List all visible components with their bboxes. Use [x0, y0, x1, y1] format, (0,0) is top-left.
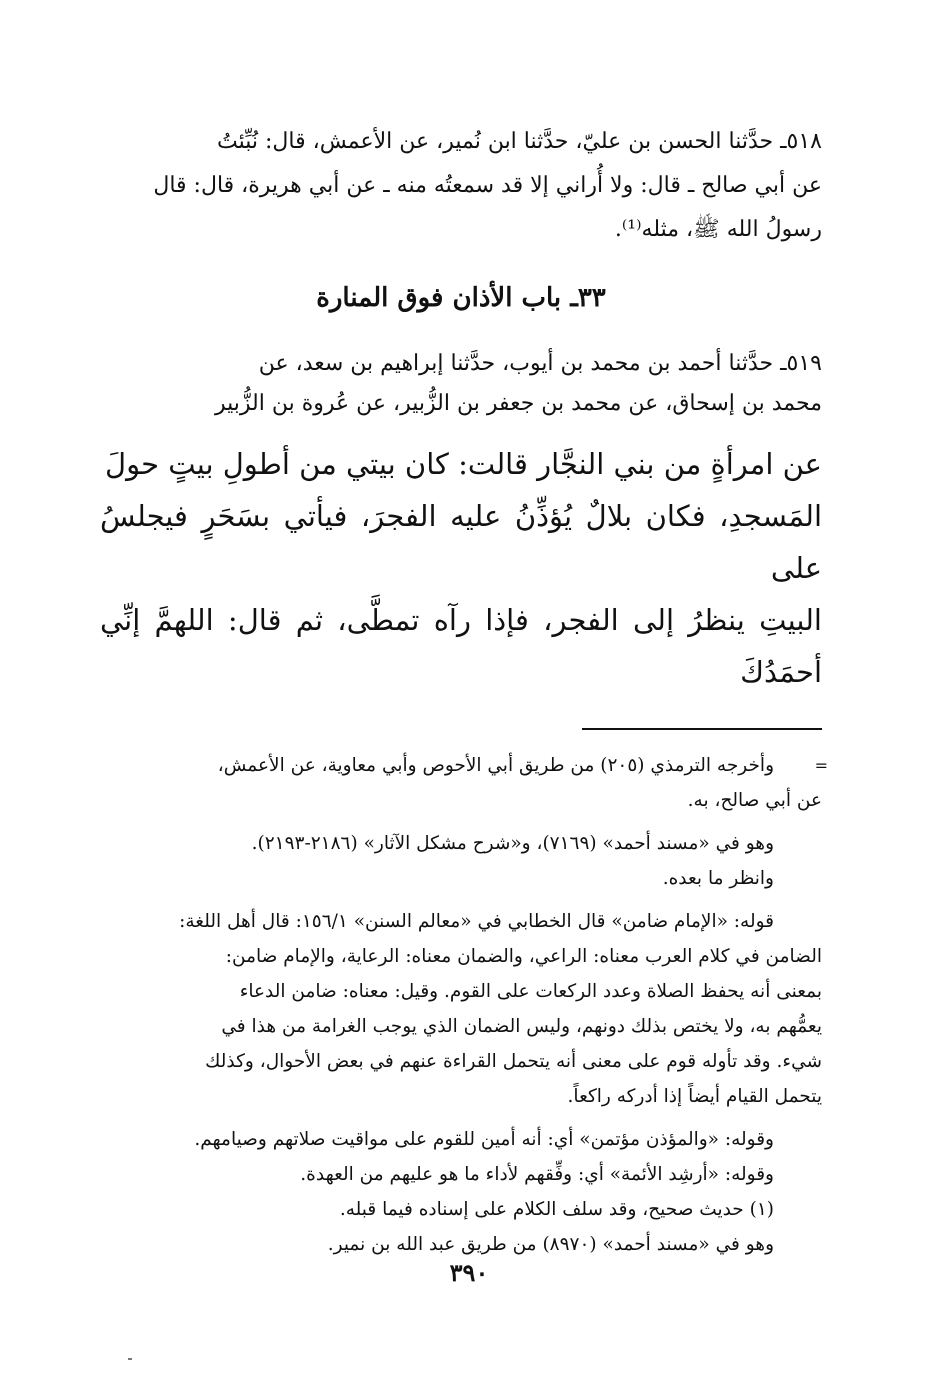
footnote-paragraph	[100, 904, 822, 1114]
continuation-mark: =	[814, 756, 828, 775]
text-line: وهو في «مسند أحمد» (٨٩٧٠) من طريق عبد الله بن نمير.	[327, 1234, 774, 1255]
text-line: رسولُ الله ﷺ، مثله⁽¹⁾.	[614, 217, 822, 242]
footnote-paragraph	[100, 826, 822, 896]
hadith-519-isnad	[100, 344, 822, 424]
book-page	[100, 120, 828, 1300]
text-line: وهو في «مسند أحمد» (٧١٦٩)، و«شرح مشكل الآثار» (٢١٨٦-٢١٩٣).	[251, 833, 774, 854]
text-line: وقوله: «أرشِد الأئمة» أي: وفِّقهم لأداء ما هو عليهم من العهدة.	[300, 1164, 774, 1185]
footnote-paragraph	[100, 748, 822, 818]
text-line: عن أبي صالح ـ قال: ولا أُراني إلا قد سمعتُه منه ـ عن أبي هريرة، قال: قال	[153, 173, 822, 198]
text-line: محمد بن إسحاق، عن محمد بن جعفر بن الزُّبير، عن عُروة بن الزُّبير	[215, 391, 822, 416]
text-line: ٥١٩ـ حدَّثنا أحمد بن محمد بن أيوب، حدَّثنا إبراهيم بن سعد، عن	[258, 351, 822, 376]
footnotes	[100, 748, 828, 1262]
footnote-separator	[582, 728, 822, 730]
text-line: وأخرجه الترمذي (٢٠٥) من طريق أبي الأحوص وأبي معاوية، عن الأعمش،	[217, 755, 774, 776]
text-line: عن أبي صالح، به.	[687, 790, 822, 811]
text-line: وقوله: «والمؤذن مؤتمن» أي: أنه أمين للقوم على مواقيت صلاتهم وصيامهم.	[194, 1129, 774, 1150]
text-line: قوله: «الإمام ضامن» قال الخطابي في «معالم السنن» ١٥٦/١: قال أهل اللغة:	[179, 911, 774, 932]
text-line: الضامن في كلام العرب معناه: الراعي، والضمان معناه: الرعاية، والإمام ضامن:	[225, 946, 822, 967]
chapter-title: ٣٣ـ باب الأذان فوق المنارة	[316, 283, 606, 313]
page-number: ٣٩٠	[449, 1258, 489, 1287]
footnote-1: (١) حديث صحيح، وقد سلف الكلام على إسناده فيما قبله.	[339, 1199, 774, 1220]
text-line: وانظر ما بعده.	[662, 868, 774, 889]
footnote-paragraph	[100, 1122, 822, 1262]
text-line: المَسجدِ، فكان بلالٌ يُؤذِّنُ عليه الفجرَ، فيأتي بسَحَرٍ فيجلسُ على	[100, 499, 822, 585]
text-line: عن امرأةٍ من بني النجَّار قالت: كان بيتي من أطولِ بيتٍ حولَ	[105, 447, 822, 481]
scan-speck	[128, 1358, 132, 1360]
hadith-519-matn	[100, 438, 822, 698]
text-line: البيتِ ينظرُ إلى الفجر، فإذا رآه تمطَّى، ثم قال: اللهمَّ إنِّي أحمَدُكَ	[100, 603, 822, 689]
text-line: بمعنى أنه يحفظ الصلاة وعدد الركعات على القوم. وقيل: معناه: ضامن الدعاء	[239, 981, 822, 1002]
text-line: ٥١٨ـ حدَّثنا الحسن بن عليّ، حدَّثنا ابن نُمير، عن الأعمش، قال: نُبِّئتُ	[216, 129, 822, 154]
text-line: يتحمل القيام أيضاً إذا أدركه راكعاً.	[567, 1086, 822, 1107]
text-line: شيء. وقد تأوله قوم على معنى أنه يتحمل القراءة عنهم في بعض الأحوال، وكذلك	[205, 1051, 822, 1072]
hadith-518	[100, 120, 822, 252]
text-line: يعمُّهم به، ولا يختص بذلك دونهم، وليس الضمان الذي يوجب الغرامة من هذا في	[221, 1016, 822, 1037]
